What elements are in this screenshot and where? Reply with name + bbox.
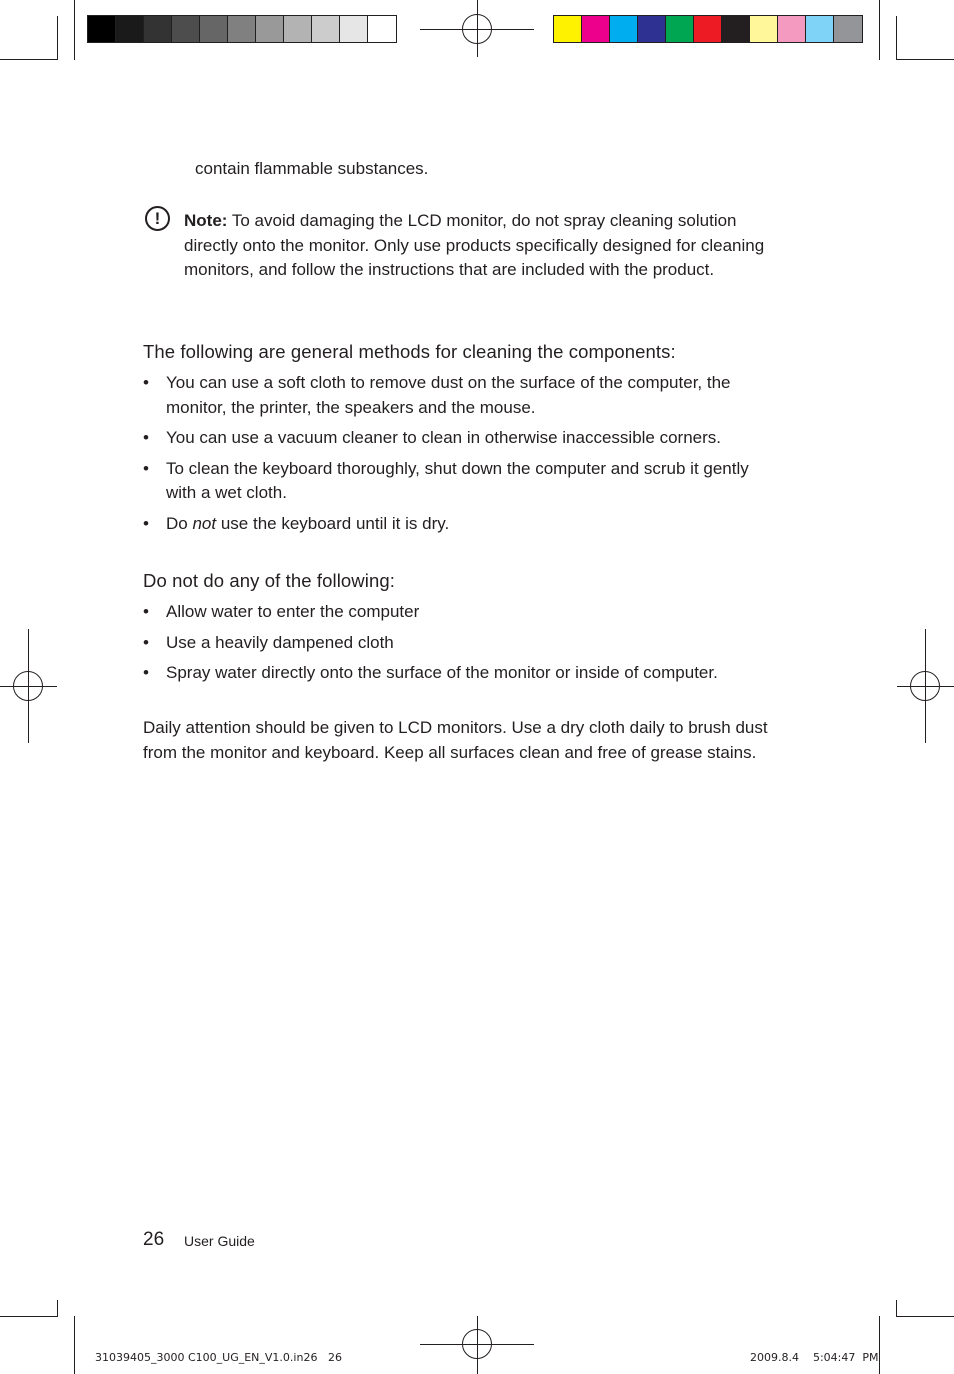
gray-swatch xyxy=(228,16,256,42)
color-swatch xyxy=(806,16,834,42)
gray-swatch xyxy=(88,16,116,42)
section-heading-do-not: Do not do any of the following: xyxy=(143,570,395,591)
list-item-text: Do xyxy=(166,513,193,533)
gray-swatch xyxy=(368,16,396,42)
gray-swatch xyxy=(284,16,312,42)
color-swatch xyxy=(722,16,750,42)
note-paragraph xyxy=(184,209,784,283)
closing-paragraph: Daily attention should be given to LCD monitors. Use a dry cloth daily to brush dust from the monitor and keyboard. Keep all surfaces clean and free of grease stains. xyxy=(143,718,768,762)
section-heading-cleaning-methods: The following are general methods for cleaning the components: xyxy=(143,341,676,362)
do-not-list xyxy=(143,600,783,692)
color-swatch xyxy=(694,16,722,42)
gray-swatch xyxy=(200,16,228,42)
process-color-bar xyxy=(553,15,863,43)
gray-swatch xyxy=(116,16,144,42)
list-item-text: use the keyboard until it is dry. xyxy=(216,513,450,533)
color-swatch xyxy=(750,16,778,42)
emphasis-text: not xyxy=(192,513,217,533)
note-label: Note: xyxy=(184,211,228,230)
page-number: 26 xyxy=(143,1229,165,1250)
gray-swatch xyxy=(340,16,368,42)
list-item: • Allow water to enter the computer xyxy=(143,600,783,625)
list-item: • To clean the keyboard thoroughly, shut down the computer and scrub it gently with a wet cloth. xyxy=(143,457,783,506)
color-swatch xyxy=(554,16,582,42)
color-swatch xyxy=(666,16,694,42)
gray-swatch xyxy=(172,16,200,42)
list-item: • Spray water directly onto the surface of the monitor or inside of computer. xyxy=(143,661,783,686)
gray-swatch xyxy=(144,16,172,42)
continued-text: contain flammable substances. xyxy=(195,159,429,178)
note-text: To avoid damaging the LCD monitor, do not spray cleaning solution directly onto the monitor. Only use products specifically designed for cleaning monitors, and follow the instructions that are included with the product. xyxy=(184,211,765,279)
gray-swatch xyxy=(312,16,340,42)
list-item xyxy=(143,512,783,537)
color-swatch xyxy=(638,16,666,42)
grayscale-color-bar xyxy=(87,15,397,43)
footer-label: User Guide xyxy=(184,1233,255,1249)
slug-left: 31039405_3000 C100_UG_EN_V1.0.in26 26 xyxy=(95,1351,342,1364)
list-item: • Use a heavily dampened cloth xyxy=(143,631,783,656)
list-item: • You can use a vacuum cleaner to clean in otherwise inaccessible corners. xyxy=(143,426,783,451)
slug-right: 2009.8.4 5:04:47 PM xyxy=(750,1351,879,1364)
color-swatch xyxy=(778,16,806,42)
color-swatch xyxy=(834,16,862,42)
gray-swatch xyxy=(256,16,284,42)
list-item: • You can use a soft cloth to remove dust on the surface of the computer, the monitor, the printer, the speakers and the mouse. xyxy=(143,371,783,420)
cleaning-methods-list xyxy=(143,371,783,536)
color-swatch xyxy=(582,16,610,42)
color-swatch xyxy=(610,16,638,42)
exclamation-circle-icon: ! xyxy=(145,206,170,231)
